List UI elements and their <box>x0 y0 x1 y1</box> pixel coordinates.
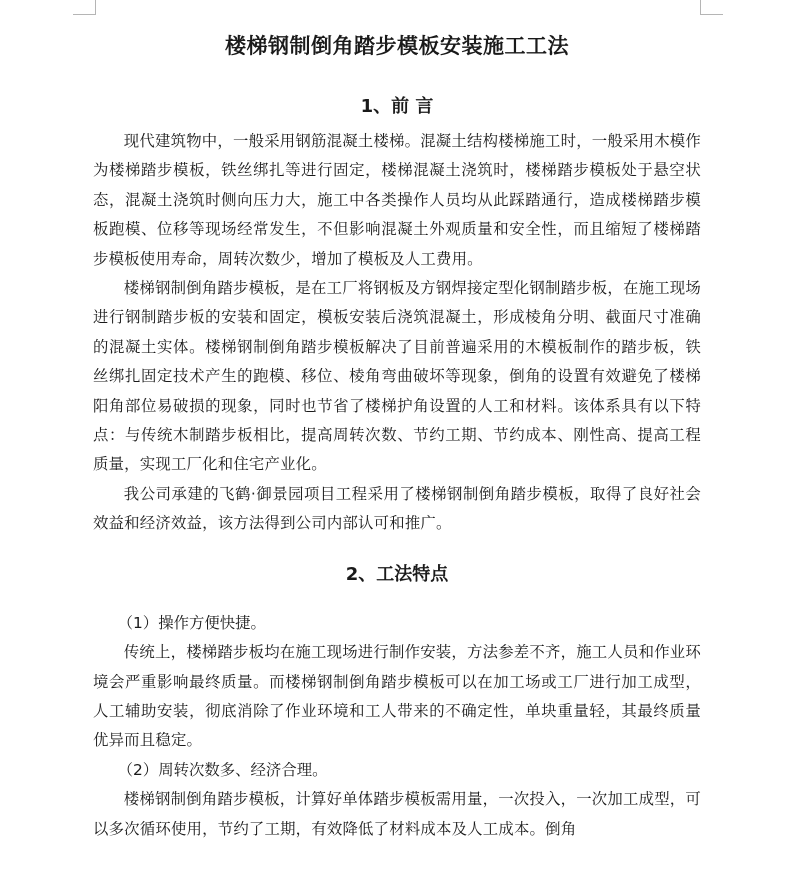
paragraph: 我公司承建的飞鹤·御景园项目工程采用了楼梯钢制倒角踏步模板，取得了良好社会效益和经济效益，该方法得到公司内部认可和推广。 <box>93 484 701 533</box>
subheading: （1）操作方便快捷。 <box>117 613 266 632</box>
paragraph: 楼梯钢制倒角踏步模板，是在工厂将钢板及方钢焊接定型化钢制踏步板，在施工现场进行钢制踏步板的安装和固定，模板安装后浇筑混凝土，形成棱角分明、截面尺寸准确的混凝土实体。楼梯钢制倒角踏步模板解决了目前普遍采用的木模板制作的踏步板，铁丝绑扎固定技术产生的跑模、移位、棱角弯曲破坏等现象，倒角的设置有效避免了楼梯阳角部位易破损的现象，同时也节省了楼梯护角设置的人工和材料。该体系具有以下特点：与传统木制踏步板相比，提高周转次数、节约工期、节约成本、刚性高、提高工程质量，实现工厂化和住宅产业化。 <box>93 279 701 474</box>
page-corner-mark-top-left <box>73 0 96 15</box>
document-body <box>93 30 701 844</box>
paragraph: 现代建筑物中，一般采用钢筋混凝土楼梯。混凝土结构楼梯施工时，一般采用木模作为楼梯踏步模板，铁丝绑扎等进行固定，楼梯混凝土浇筑时，楼梯踏步模板处于悬空状态，混凝土浇筑时侧向压力大，施工中各类操作人员均从此踩踏通行，造成楼梯踏步模板跑模、位移等现场经常发生，不但影响混凝土外观质量和安全性，而且缩短了楼梯踏步模板使用寿命，周转次数少，增加了模板及人工费用。 <box>93 132 701 268</box>
section-heading-preface: 1、前 言 <box>360 96 434 117</box>
paragraph: 楼梯钢制倒角踏步模板，计算好单体踏步模板需用量，一次投入，一次加工成型，可以多次循环使用，节约了工期，有效降低了材料成本及人工成本。倒角 <box>93 790 701 838</box>
section-heading-features: 2、工法特点 <box>345 563 449 585</box>
paragraph: 传统上，楼梯踏步板均在施工现场进行制作安装，方法参差不齐，施工人员和作业环境会严重影响最终质量。而楼梯钢制倒角踏步模板可以在加工场或工厂进行加工成型，人工辅助安装，彻底消除了作业环境和工人带来的不确定性，单块重量轻，其最终质量优异而且稳定。 <box>93 643 701 750</box>
document-title: 楼梯钢制倒角踏步模板安装施工工法 <box>225 34 569 58</box>
page-corner-mark-top-right <box>700 0 723 15</box>
subheading: （2）周转次数多、经济合理。 <box>117 760 328 779</box>
